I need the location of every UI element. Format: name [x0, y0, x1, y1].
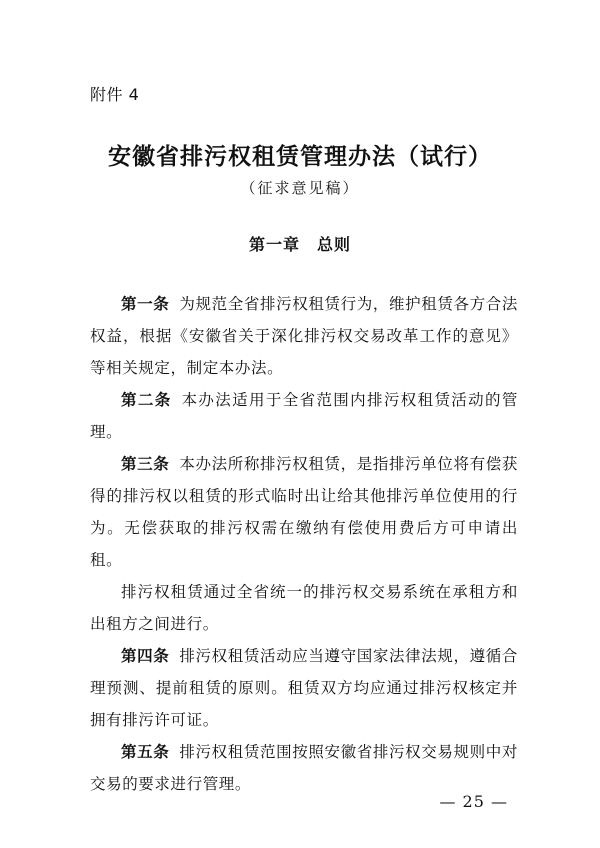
- paragraph-article-3: [90, 448, 518, 576]
- paragraph-article-5: [90, 736, 518, 800]
- article-number: 第三条: [121, 455, 170, 473]
- paragraph-article-4: [90, 640, 518, 736]
- article-text: 排污权租赁范围按照安徽省排污权交易规则中对交易的要求进行管理。: [90, 743, 518, 793]
- paragraph-article-2: [90, 384, 518, 448]
- page-number: — 25 —: [439, 792, 508, 811]
- annex-label: 附件 4: [90, 85, 140, 104]
- article-number: 第四条: [121, 647, 170, 665]
- document-title: 安徽省排污权租赁管理办法（试行）: [108, 143, 492, 170]
- paragraph-article-1: [90, 288, 518, 384]
- article-text: 排污权租赁活动应当遵守国家法律法规，遵循合理预测、提前租赁的原则。租赁双方均应通过排污权核定并拥有排污许可证。: [90, 647, 518, 729]
- article-text: 本办法所称排污权租赁，是指排污单位将有偿获得的排污权以租赁的形式临时出让给其他排污单位使用的行为。无偿获取的排污权需在缴纳有偿使用费后方可申请出租。: [90, 455, 518, 569]
- article-number: 第二条: [121, 391, 172, 409]
- document-body: [90, 288, 518, 800]
- article-number: 第五条: [121, 743, 170, 761]
- article-text: 排污权租赁通过全省统一的排污权交易系统在承租方和出租方之间进行。: [90, 583, 518, 633]
- article-number: 第一条: [121, 295, 170, 313]
- paragraph-article-3-continued: [90, 576, 518, 640]
- article-text: 为规范全省排污权租赁行为，维护租赁各方合法权益，根据《安徽省关于深化排污权交易改革工作的意见》等相关规定，制定本办法。: [90, 295, 518, 377]
- document-subtitle: （征求意见稿）: [240, 179, 360, 197]
- article-text: 本办法适用于全省范围内排污权租赁活动的管理。: [90, 391, 518, 441]
- chapter-heading: 第一章 总则: [248, 235, 351, 254]
